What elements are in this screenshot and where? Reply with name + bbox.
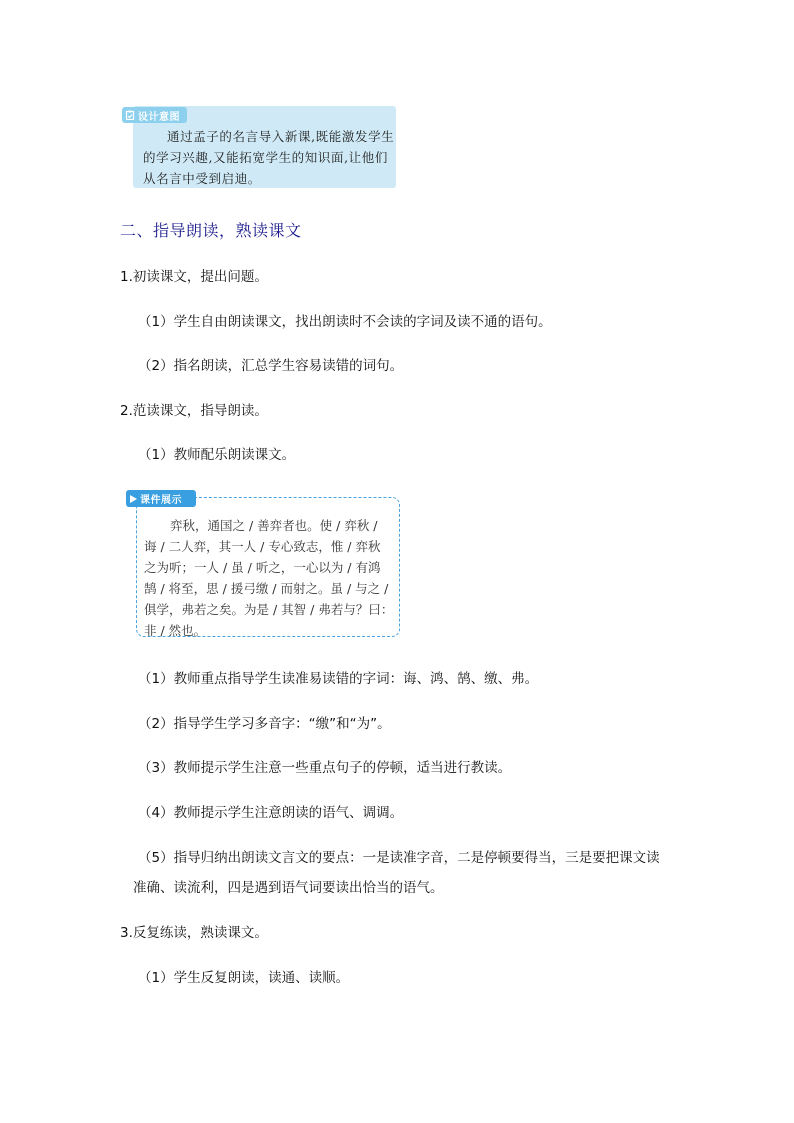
part1-item-2: （2）指名朗读，汇总学生容易读错的词句。 [138,358,404,374]
courseware-tag [126,490,196,507]
part3-heading: 3.反复练读，熟读课文。 [120,925,268,941]
design-intent-tag [122,107,187,123]
courseware-line-4: 鹄 / 将至，思 / 援弓缴 / 而射之。虽 / 与之 / [144,581,389,596]
section-title: 二、指导朗读，熟读课文 [120,221,302,240]
part1-heading: 1.初读课文，提出问题。 [120,269,268,285]
design-intent-text [143,126,393,189]
courseware-text [144,515,396,641]
design-line-1: 通过孟子的名言导入新课,既能激发学生 [167,129,395,144]
clipboard-icon [125,110,135,120]
courseware-line-1: 弈秋，通国之 / 善弈者也。使 / 弈秋 / [170,518,378,533]
guide-item-4: （4）教师提示学生注意朗读的语气、调调。 [138,805,404,821]
play-icon [130,495,137,503]
part3-item-1: （1）学生反复朗读，读通、读顺。 [138,970,350,986]
guide-item-5: （5）指导归纳出朗读文言文的要点：一是读准字音，二是停顿要得当，三是要把课文读 [138,850,660,866]
courseware-line-2: 诲 / 二人弈，其一人 / 专心致志，惟 / 弈秋 [144,539,381,554]
guide-item-5-cont: 准确、读流利，四是遇到语气词要读出恰当的语气。 [133,880,444,896]
design-line-3: 从名言中受到启迪。 [143,171,261,186]
guide-item-1: （1）教师重点指导学生读准易读错的字词：诲、鸿、鹄、缴、弗。 [138,671,539,687]
courseware-label: 课件展示 [140,495,182,506]
design-intent-label: 设计意图 [138,111,180,123]
courseware-line-6: 非 / 然也。 [144,623,207,638]
courseware-line-3: 之为听；一人 / 虽 / 听之，一心以为 / 有鸿 [144,560,381,575]
guide-item-3: （3）教师提示学生注意一些重点句子的停顿，适当进行教读。 [138,760,512,776]
design-line-2: 的学习兴趣,又能拓宽学生的知识面,让他们 [143,150,388,165]
part1-item-1: （1）学生自由朗读课文，找出朗读时不会读的字词及读不通的语句。 [138,314,552,330]
guide-item-2: （2）指导学生学习多音字：“缴”和“为”。 [138,716,391,732]
part2-item-1: （1）教师配乐朗读课文。 [138,447,296,463]
courseware-line-5: 俱学，弗若之矣。为是 / 其智 / 弗若与？曰： [144,602,394,617]
part2-heading: 2.范读课文，指导朗读。 [120,403,268,419]
